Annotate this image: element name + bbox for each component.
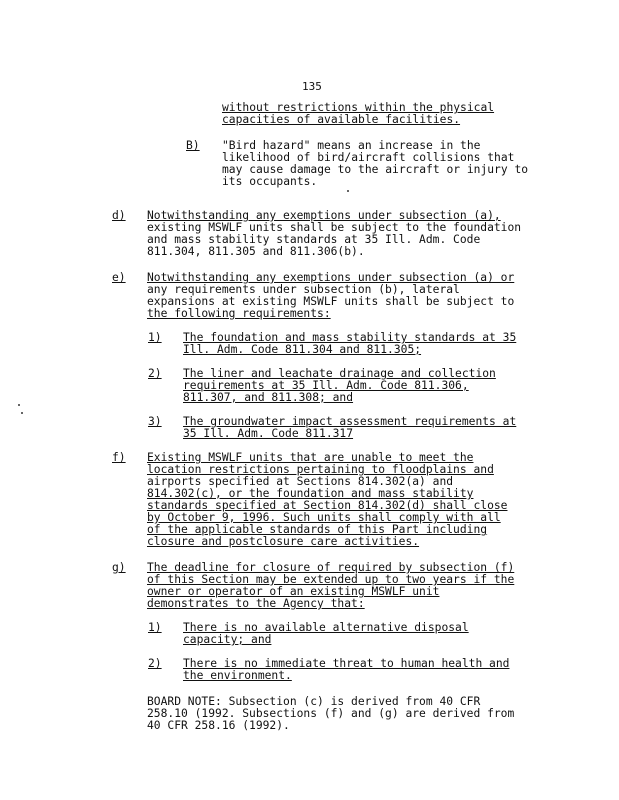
- text-line: existing MSWLF units shall be subject to the foundation: [147, 221, 522, 234]
- text-line: its occupants.: [222, 175, 318, 188]
- text-line: location restrictions pertaining to floodplains and: [147, 463, 494, 476]
- text-line: by October 9, 1996. Such units shall comply with all: [147, 511, 501, 524]
- text-line: Notwithstanding any exemptions under subsection (a) or: [147, 271, 515, 284]
- board-note-line: 40 CFR 258.16 (1992).: [147, 719, 290, 732]
- text-line: the environment.: [183, 669, 292, 682]
- text-line: Existing MSWLF units that are unable to meet the: [147, 451, 474, 464]
- item-label-g1: 1): [148, 621, 162, 634]
- text-line: may cause damage to the aircraft or injury to: [222, 163, 529, 176]
- text-line: the following requirements:: [147, 307, 331, 320]
- item-label-e2: 2): [148, 367, 162, 380]
- scan-speck: [347, 190, 349, 192]
- text-line: There is no available alternative disposal: [183, 621, 469, 634]
- text-line: closure and postclosure care activities.: [147, 535, 420, 548]
- text-line: capacity; and: [183, 633, 272, 646]
- text-line: "Bird hazard" means an increase in the: [222, 139, 481, 152]
- text-line: Notwithstanding any exemptions under subsection (a),: [147, 209, 501, 222]
- text-line: 814.302(c), or the foundation and mass stability: [147, 487, 474, 500]
- text-line: There is no immediate threat to human health and: [183, 657, 510, 670]
- board-note-line: 258.10 (1992. Subsections (f) and (g) are derived from: [147, 707, 515, 720]
- text-line: any requirements under subsection (b), lateral: [147, 283, 460, 296]
- board-note-line: BOARD NOTE: Subsection (c) is derived from 40 CFR: [147, 695, 481, 708]
- text-line: and mass stability standards at 35 Ill. Adm. Code: [147, 233, 481, 246]
- item-label-g: g): [112, 561, 126, 574]
- text-line: The deadline for closure of required by subsection (f): [147, 561, 515, 574]
- text-line: 811.307, and 811.308; and: [183, 391, 354, 404]
- text-line: 35 Ill. Adm. Code 811.317: [183, 427, 354, 440]
- text-line: expansions at existing MSWLF units shall be subject to: [147, 295, 515, 308]
- item-label-b: B): [186, 139, 200, 152]
- text-line: The foundation and mass stability standards at 35: [183, 331, 517, 344]
- text-line: owner or operator of an existing MSWLF unit: [147, 585, 440, 598]
- item-label-e3: 3): [148, 415, 162, 428]
- text-line: demonstrates to the Agency that:: [147, 597, 365, 610]
- scan-speck: [18, 404, 20, 406]
- text-line: requirements at 35 Ill. Adm. Code 811.306,: [183, 379, 469, 392]
- item-label-g2: 2): [148, 657, 162, 670]
- text-line: 811.304, 811.305 and 811.306(b).: [147, 245, 365, 258]
- item-label-e: e): [112, 271, 126, 284]
- text-line: airports specified at Sections 814.302(a) and: [147, 475, 454, 488]
- text-line: Ill. Adm. Code 811.304 and 811.305;: [183, 343, 422, 356]
- text-line: of this Section may be extended up to two years if the: [147, 573, 515, 586]
- item-label-e1: 1): [148, 331, 162, 344]
- item-label-f: f): [112, 451, 126, 464]
- scan-speck: [21, 412, 23, 414]
- page-number: 135: [302, 80, 322, 93]
- text-line: capacities of available facilities.: [222, 113, 461, 126]
- item-label-d: d): [112, 209, 126, 222]
- text-line: without restrictions within the physical: [222, 101, 495, 114]
- text-line: likelihood of bird/aircraft collisions that: [222, 151, 515, 164]
- text-line: of the applicable standards of this Part including: [147, 523, 488, 536]
- text-line: The groundwater impact assessment requirements at: [183, 415, 517, 428]
- text-line: The liner and leachate drainage and collection: [183, 367, 496, 380]
- text-line: standards specified at Section 814.302(d) shall close: [147, 499, 508, 512]
